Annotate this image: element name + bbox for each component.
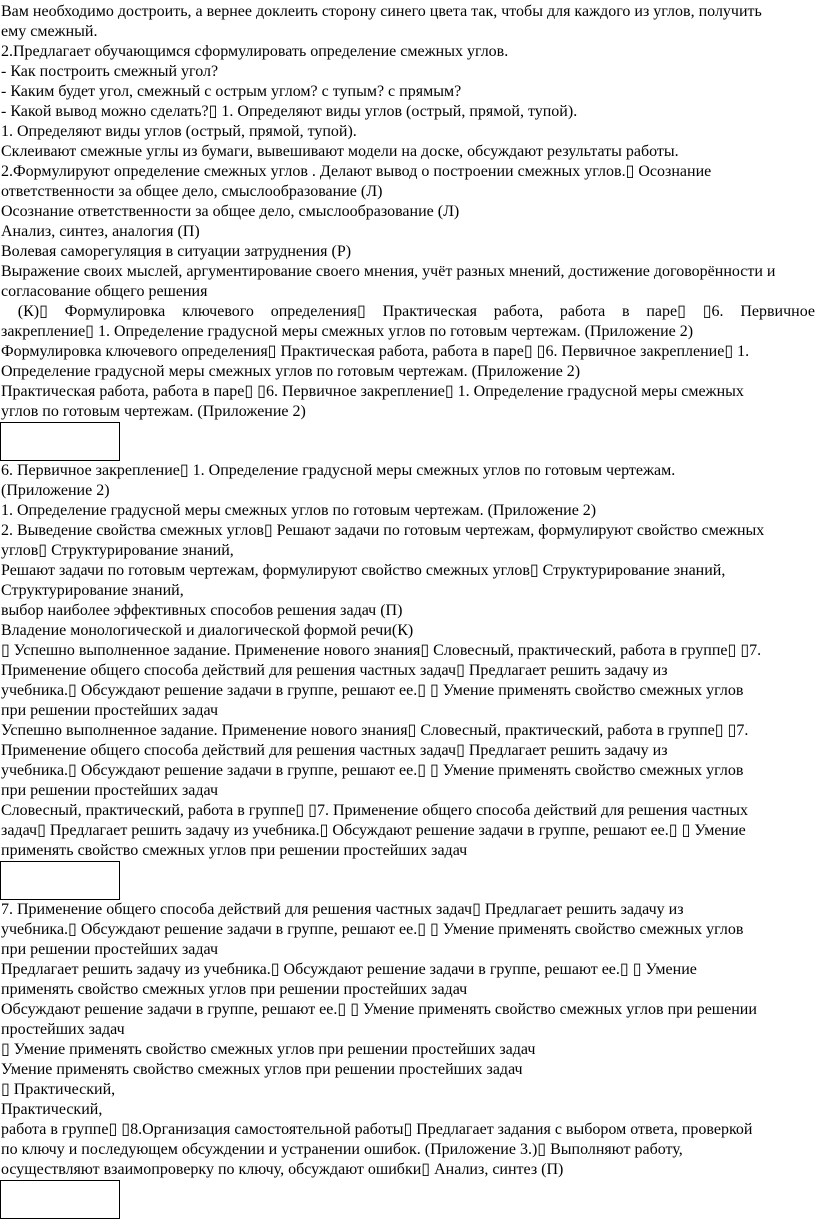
text-line: задач▯ Предлагает решить задачу из учебника.▯ Обсуждают решение задачи в группе, решают ее.▯ ▯ Умение: [1, 822, 746, 839]
text-line: Обсуждают решение задачи в группе, решают ее.▯ ▯ Умение применять свойство смежных углов при решении: [1, 1001, 757, 1018]
text-line: Определение градусной меры смежных углов по готовым чертежам. (Приложение 2): [1, 363, 581, 380]
text-line: Вам необходимо достроить, а вернее доклеить сторону синего цвета так, чтобы для каждого из углов, получить: [1, 3, 762, 20]
text-line: 2. Выведение свойства смежных углов▯ Решают задачи по готовым чертежам, формулируют свойство смежных: [1, 522, 765, 539]
text-line: Предлагает решить задачу из учебника.▯ Обсуждают решение задачи в группе, решают ее.▯ ▯ Умение: [1, 961, 697, 978]
text-block: [1, 461, 815, 861]
text-block: [1, 2, 815, 422]
empty-table-cell-box: [0, 861, 120, 900]
text-line: Структурирование знаний,: [1, 582, 184, 599]
text-line: 6. Первичное закрепление▯ 1. Определение градусной меры смежных углов по готовым чертежам.: [1, 462, 676, 479]
text-line: ▯ Умение применять свойство смежных углов при решении простейших задач: [1, 1041, 536, 1058]
text-line: учебника.▯ Обсуждают решение задачи в группе, решают ее.▯ ▯ Умение применять свойство смежных углов: [1, 682, 744, 699]
text-line: осуществляют взаимопроверку по ключу, обсуждают ошибки▯ Анализ, синтез (П): [1, 1161, 564, 1178]
text-line: Практический,: [1, 1101, 103, 1118]
text-line: Владение монологической и диалогической формой речи(К): [1, 622, 414, 639]
text-line: (К)▯ Формулировка ключевого определения▯ Практическая работа, работа в паре▯ ▯6. Первичное: [1, 303, 815, 320]
text-line: работа в группе▯ ▯8.Организация самостоятельной работы▯ Предлагает задания с выбором ответа, проверкой: [1, 1121, 753, 1138]
text-line: - Как построить смежный угол?: [1, 63, 219, 80]
text-line: Применение общего способа действий для решения частных задач▯ Предлагает решить задачу из: [1, 662, 668, 679]
empty-table-cell-box: [0, 422, 120, 461]
text-line: 1. Определяют виды углов (острый, прямой, тупой).: [1, 123, 357, 140]
text-line: - Какой вывод можно сделать?▯ 1. Определяют виды углов (острый, прямой, тупой).: [1, 103, 578, 120]
text-line: - Каким будет угол, смежный с острым углом? с тупым? с прямым?: [1, 83, 462, 100]
empty-table-cell-box: [0, 1180, 120, 1219]
text-line: Применение общего способа действий для решения частных задач▯ Предлагает решить задачу из: [1, 742, 668, 759]
text-line: Словесный, практический, работа в группе▯ ▯7. Применение общего способа действий для решения частных: [1, 802, 748, 819]
text-line: Волевая саморегуляция в ситуации затруднения (Р): [1, 243, 352, 260]
text-line: по ключу и последующем обсуждении и устранении ошибок. (Приложение 3.)▯ Выполняют работу,: [1, 1141, 683, 1158]
text-block: [1, 900, 815, 1180]
text-line: учебника.▯ Обсуждают решение задачи в группе, решают ее.▯ ▯ Умение применять свойство смежных углов: [1, 762, 744, 779]
text-line: Анализ, синтез, аналогия (П): [1, 223, 200, 240]
text-line: выбор наиболее эффективных способов решения задач (П): [1, 602, 403, 619]
text-line: применять свойство смежных углов при решении простейших задач: [1, 981, 468, 998]
text-line: ▯ Успешно выполненное задание. Применение нового знания▯ Словесный, практический, работа в группе▯ ▯7.: [1, 642, 762, 659]
text-line: углов по готовым чертежам. (Приложение 2): [1, 403, 306, 420]
text-line: Склеивают смежные углы из бумаги, вывешивают модели на доске, обсуждают результаты работы.: [1, 143, 679, 160]
text-line: при решении простейших задач: [1, 702, 219, 719]
text-line: ▯ Практический,: [1, 1081, 116, 1098]
text-line: применять свойство смежных углов при решении простейших задач: [1, 842, 468, 859]
text-line: согласование общего решения: [1, 283, 208, 300]
text-line: 2.Формулируют определение смежных углов . Делают вывод о построении смежных углов.▯ Осознание: [1, 163, 712, 180]
text-line: ему смежный.: [1, 23, 98, 40]
text-line: при решении простейших задач: [1, 941, 219, 958]
text-line: Решают задачи по готовым чертежам, формулируют свойство смежных углов▯ Структурирование знаний,: [1, 562, 726, 579]
text-line: учебника.▯ Обсуждают решение задачи в группе, решают ее.▯ ▯ Умение применять свойство смежных углов: [1, 921, 744, 938]
text-line: 2.Предлагает обучающимся сформулировать определение смежных углов.: [1, 43, 509, 60]
text-line: Формулировка ключевого определения▯ Практическая работа, работа в паре▯ ▯6. Первичное закрепление▯ 1.: [1, 343, 750, 360]
text-line: ответственности за общее дело, смыслообразование (Л): [1, 183, 383, 200]
text-line: Выражение своих мыслей, аргументирование своего мнения, учёт разных мнений, достижение договорённости и: [1, 263, 776, 280]
text-line: 1. Определение градусной меры смежных углов по готовым чертежам. (Приложение 2): [1, 502, 597, 519]
text-line: Практическая работа, работа в паре▯ ▯6. Первичное закрепление▯ 1. Определение градусной меры смежных: [1, 383, 744, 400]
text-line: простейших задач: [1, 1021, 125, 1038]
text-line: (Приложение 2): [1, 482, 110, 499]
text-line: при решении простейших задач: [1, 782, 219, 799]
text-line: Успешно выполненное задание. Применение нового знания▯ Словесный, практический, работа в группе▯ ▯7.: [1, 722, 749, 739]
text-line: закрепление▯ 1. Определение градусной меры смежных углов по готовым чертежам. (Приложение 2): [1, 323, 694, 340]
text-line: 7. Применение общего способа действий для решения частных задач▯ Предлагает решить задачу из: [1, 901, 684, 918]
text-line: углов▯ Структурирование знаний,: [1, 542, 234, 559]
document-body: [1, 2, 815, 1219]
text-line: Осознание ответственности за общее дело, смыслообразование (Л): [1, 203, 460, 220]
text-line: Умение применять свойство смежных углов при решении простейших задач: [1, 1061, 523, 1078]
